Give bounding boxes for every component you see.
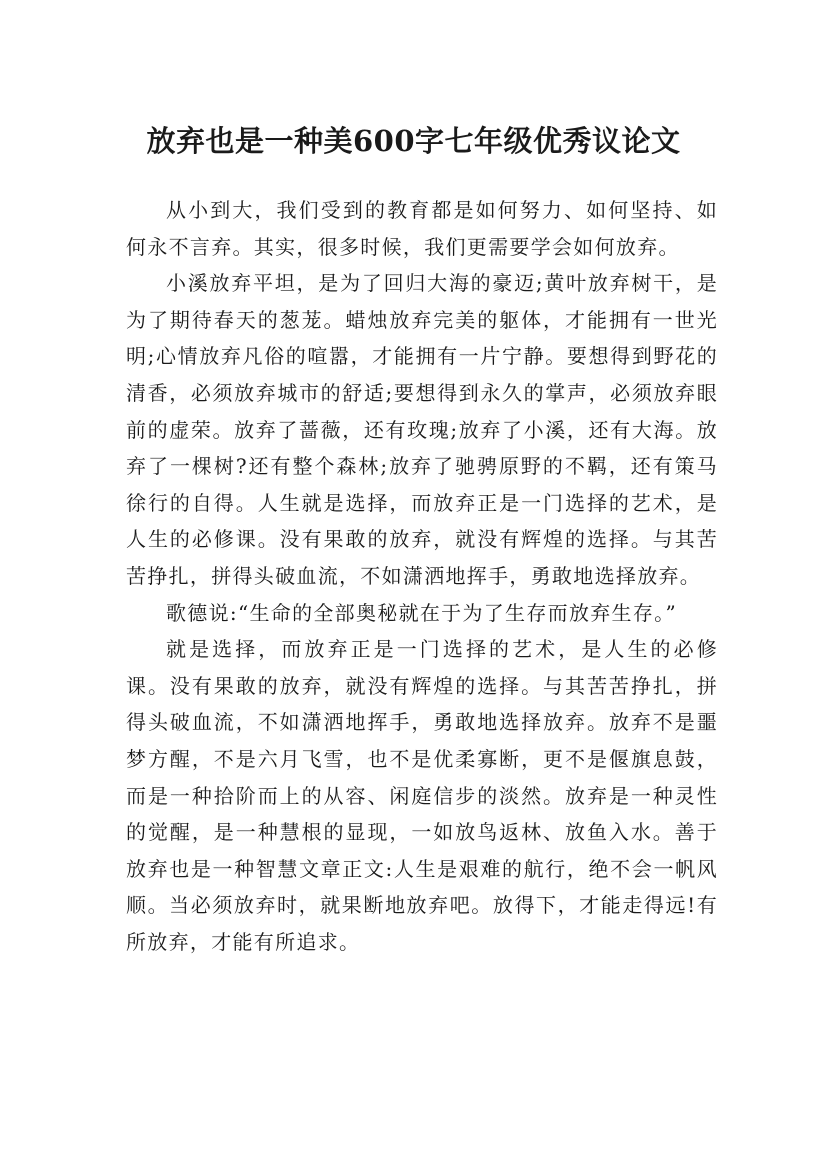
paragraph-3-quote: 歌德说:“生命的全部奥秘就在于为了生存而放弃生存。” — [166, 600, 677, 625]
paragraph-2: 小溪放弃平坦，是为了回归大海的豪迈;黄叶放弃树干，是为了期待春天的葱茏。蜡烛放弃完美的躯体，才能拥有一世光明;心情放弃凡俗的喧嚣，才能拥有一片宁静。要想得到野花的清香，必须放弃城市的舒适;要想得到永久的掌声，必须放弃眼前的虚荣。放弃了蔷薇，还有玫瑰;放弃了小溪，还有大海。放弃了一棵树?还有整个森林;放弃了驰骋原野的不羁，还有策马徐行的自得。人生就是选择，而放弃正是一门选择的艺术，是人生的必修课。没有果敢的放弃，就没有辉煌的选择。与其苦苦挣扎，拼得头破血流，不如潇洒地挥手，勇敢地选择放弃。 — [126, 271, 718, 588]
paragraph-4: 就是选择，而放弃正是一门选择的艺术，是人生的必修课。没有果敢的放弃，就没有辉煌的选择。与其苦苦挣扎，拼得头破血流，不如潇洒地挥手，勇敢地选择放弃。放弃不是噩梦方醒，不是六月飞雪，也不是优柔寡断，更不是偃旗息鼓，而是一种拾阶而上的从容、闲庭信步的淡然。放弃是一种灵性的觉醒，是一种慧根的显现，一如放鸟返林、放鱼入水。善于放弃也是一种智慧文章正文:人生是艰难的航行，绝不会一帆风顺。当必须放弃时，就果断地放弃吧。放得下，才能走得远!有所放弃，才能有所追求。 — [126, 637, 718, 954]
document-body — [126, 192, 718, 960]
paragraph-1: 从小到大，我们受到的教育都是如何努力、如何坚持、如何永不言弃。其实，很多时候，我们更需要学会如何放弃。 — [126, 198, 718, 259]
document-title: 放弃也是一种美600字七年级优秀议论文 — [146, 124, 681, 159]
